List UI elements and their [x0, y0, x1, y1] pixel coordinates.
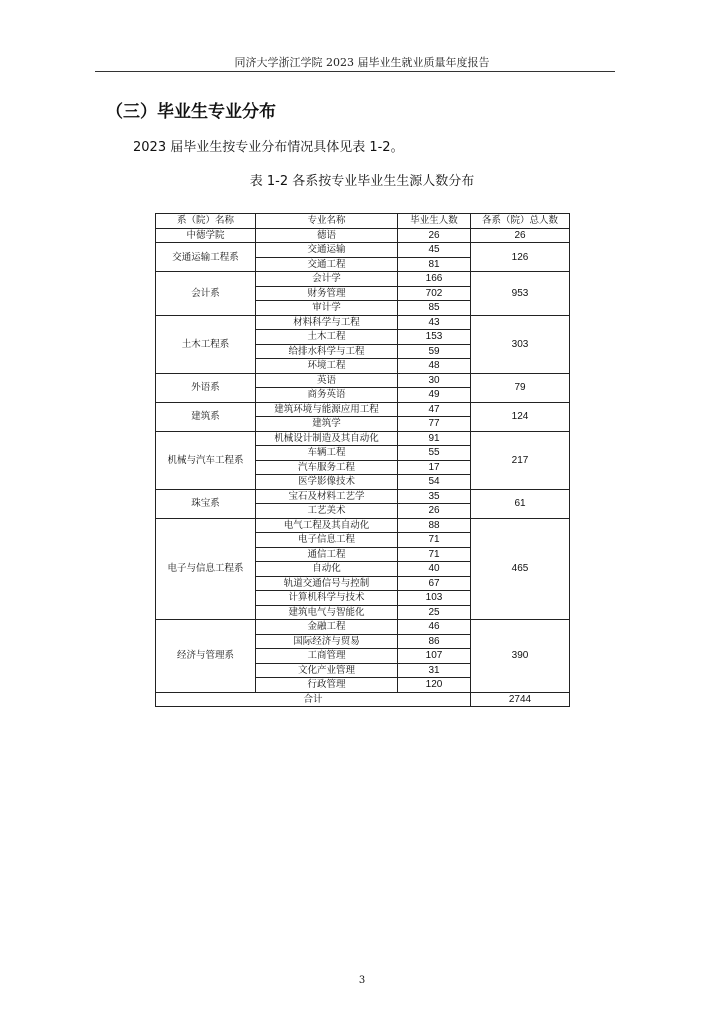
- major-name: 工商管理: [256, 649, 398, 664]
- graduate-count: 46: [398, 620, 471, 635]
- table-row: [156, 402, 570, 417]
- major-name: 电气工程及其自动化: [256, 518, 398, 533]
- graduate-count: 31: [398, 663, 471, 678]
- major-name: 会计学: [256, 272, 398, 287]
- department-name: 经济与管理系: [156, 620, 256, 693]
- graduate-count: 45: [398, 243, 471, 258]
- table-total-row: [156, 692, 570, 707]
- running-header: 同济大学浙江学院 2023 届毕业生就业质量年度报告: [234, 56, 490, 69]
- department-total: 79: [471, 373, 570, 402]
- graduate-count: 77: [398, 417, 471, 432]
- graduate-count: 35: [398, 489, 471, 504]
- major-name: 轨道交通信号与控制: [256, 576, 398, 591]
- major-name: 机械设计制造及其自动化: [256, 431, 398, 446]
- department-total: 61: [471, 489, 570, 518]
- graduate-count: 702: [398, 286, 471, 301]
- major-name: 国际经济与贸易: [256, 634, 398, 649]
- graduate-count: 103: [398, 591, 471, 606]
- department-name: 电子与信息工程系: [156, 518, 256, 620]
- graduate-count: 88: [398, 518, 471, 533]
- major-name: 医学影像技术: [256, 475, 398, 490]
- graduate-count: 26: [398, 504, 471, 519]
- graduate-count: 49: [398, 388, 471, 403]
- graduate-count: 85: [398, 301, 471, 316]
- header-major: 专业名称: [256, 214, 398, 229]
- graduate-count: 81: [398, 257, 471, 272]
- graduate-count: 43: [398, 315, 471, 330]
- table-row: [156, 431, 570, 446]
- graduate-count: 86: [398, 634, 471, 649]
- graduate-count: 71: [398, 547, 471, 562]
- table-row: [156, 373, 570, 388]
- graduate-count: 48: [398, 359, 471, 374]
- major-name: 电子信息工程: [256, 533, 398, 548]
- department-name: 机械与汽车工程系: [156, 431, 256, 489]
- table-row: [156, 620, 570, 635]
- header-department: 系（院）名称: [156, 214, 256, 229]
- major-name: 自动化: [256, 562, 398, 577]
- major-name: 审计学: [256, 301, 398, 316]
- major-name: 财务管理: [256, 286, 398, 301]
- department-name: 交通运输工程系: [156, 243, 256, 272]
- major-name: 交通工程: [256, 257, 398, 272]
- major-name: 通信工程: [256, 547, 398, 562]
- department-name: 外语系: [156, 373, 256, 402]
- table-row: [156, 315, 570, 330]
- major-name: 德语: [256, 228, 398, 243]
- table-row: [156, 272, 570, 287]
- table-row: [156, 243, 570, 258]
- graduate-count: 40: [398, 562, 471, 577]
- department-total: 26: [471, 228, 570, 243]
- header-graduate-count: 毕业生人数: [398, 214, 471, 229]
- header-divider: [95, 71, 615, 72]
- table-body: [156, 228, 570, 692]
- graduate-count: 26: [398, 228, 471, 243]
- graduate-count: 54: [398, 475, 471, 490]
- department-total: 303: [471, 315, 570, 373]
- department-total: 217: [471, 431, 570, 489]
- major-name: 工艺美术: [256, 504, 398, 519]
- major-name: 计算机科学与技术: [256, 591, 398, 606]
- table-row: [156, 518, 570, 533]
- major-name: 车辆工程: [256, 446, 398, 461]
- major-name: 给排水科学与工程: [256, 344, 398, 359]
- department-total: 390: [471, 620, 570, 693]
- department-total: 126: [471, 243, 570, 272]
- header-department-total: 各系（院）总人数: [471, 214, 570, 229]
- major-name: 交通运输: [256, 243, 398, 258]
- major-name: 环境工程: [256, 359, 398, 374]
- graduate-count: 120: [398, 678, 471, 693]
- major-name: 金融工程: [256, 620, 398, 635]
- major-name: 土木工程: [256, 330, 398, 345]
- table-header-row: [156, 214, 570, 229]
- major-name: 行政管理: [256, 678, 398, 693]
- major-name: 建筑环境与能源应用工程: [256, 402, 398, 417]
- intro-paragraph: 2023 届毕业生按专业分布情况具体见表 1-2。: [133, 140, 404, 155]
- major-name: 材料科学与工程: [256, 315, 398, 330]
- department-name: 建筑系: [156, 402, 256, 431]
- graduate-count: 30: [398, 373, 471, 388]
- major-name: 宝石及材料工艺学: [256, 489, 398, 504]
- graduate-count: 91: [398, 431, 471, 446]
- department-total: 953: [471, 272, 570, 316]
- graduate-count: 107: [398, 649, 471, 664]
- major-distribution-table: [155, 213, 570, 707]
- graduate-count: 71: [398, 533, 471, 548]
- major-name: 商务英语: [256, 388, 398, 403]
- department-name: 土木工程系: [156, 315, 256, 373]
- major-name: 汽车服务工程: [256, 460, 398, 475]
- graduate-count: 25: [398, 605, 471, 620]
- graduate-count: 47: [398, 402, 471, 417]
- major-name: 建筑学: [256, 417, 398, 432]
- total-label: 合计: [156, 692, 471, 707]
- department-total: 465: [471, 518, 570, 620]
- major-name: 文化产业管理: [256, 663, 398, 678]
- major-name: 英语: [256, 373, 398, 388]
- department-name: 珠宝系: [156, 489, 256, 518]
- graduate-count: 17: [398, 460, 471, 475]
- major-name: 建筑电气与智能化: [256, 605, 398, 620]
- department-name: 中德学院: [156, 228, 256, 243]
- page-number: 3: [358, 975, 366, 986]
- grand-total: 2744: [471, 692, 570, 707]
- graduate-count: 55: [398, 446, 471, 461]
- department-name: 会计系: [156, 272, 256, 316]
- graduate-count: 59: [398, 344, 471, 359]
- graduate-count: 67: [398, 576, 471, 591]
- table-row: [156, 228, 570, 243]
- department-total: 124: [471, 402, 570, 431]
- table-row: [156, 489, 570, 504]
- graduate-count: 153: [398, 330, 471, 345]
- section-title: （三）毕业生专业分布: [106, 102, 276, 122]
- graduate-count: 166: [398, 272, 471, 287]
- table-caption: 表 1-2 各系按专业毕业生生源人数分布: [249, 174, 475, 189]
